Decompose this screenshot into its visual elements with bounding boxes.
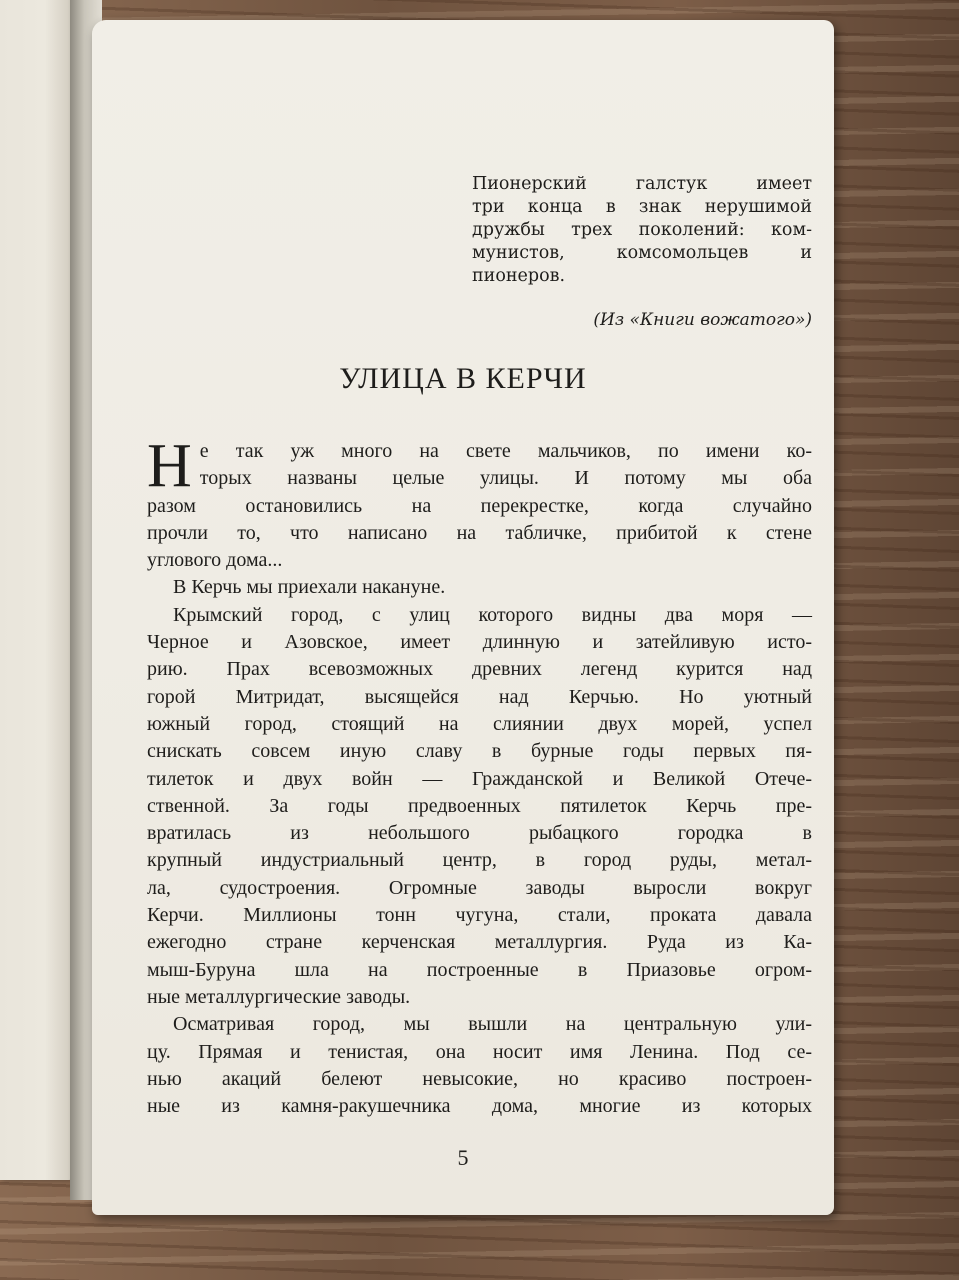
text-line: ные металлургические заводы. <box>147 985 411 1008</box>
paragraph-4 <box>147 1011 812 1120</box>
text-line: мыш-Буруна шла на построенные в Приазовье огром- <box>147 958 812 981</box>
paragraph-1 <box>147 432 812 574</box>
epigraph <box>472 173 812 288</box>
text-line: тилеток и двух войн — Гражданской и Великой Отече- <box>147 767 812 790</box>
drop-cap: Н <box>147 432 192 500</box>
text-line: ные из камня-ракушечника дома, многие из которых <box>147 1095 812 1118</box>
text-line: цу. Прямая и тенистая, она носит имя Ленина. Под се- <box>147 1040 812 1063</box>
epigraph-line: Пионерский галстук имеет <box>472 174 812 194</box>
book-page <box>92 20 834 1215</box>
text-line: торых названы целые улицы. И потому мы оба <box>199 467 812 490</box>
text-line: разом остановились на перекрестке, когда случайно <box>147 494 812 517</box>
left-page-edge <box>0 0 75 1180</box>
epigraph-line: дружбы трех поколений: ком- <box>472 220 812 240</box>
text-line: Черное и Азовское, имеет длинную и затейливую исто- <box>147 631 812 654</box>
text-line: е так уж много на свете мальчиков, по имени ко- <box>199 440 812 462</box>
paragraph-3 <box>147 602 812 1011</box>
text-line: ежегодно стране керченская металлургия. Руда из Ка- <box>147 931 812 954</box>
text-line: В Керчь мы приехали накануне. <box>173 576 446 599</box>
page-number: 5 <box>457 1145 469 1170</box>
text-line: Керчи. Миллионы тонн чугуна, стали, проката давала <box>147 904 812 927</box>
text-line: рию. Прах всевозможных древних легенд курится над <box>147 658 812 681</box>
body-text <box>147 432 812 1120</box>
epigraph-line: мунистов, комсомольцев и <box>472 243 812 263</box>
text-line: углового дома... <box>147 549 283 572</box>
paragraph-2 <box>147 574 812 601</box>
text-line: снискать совсем иную славу в бурные годы первых пя- <box>147 740 812 763</box>
epigraph-line: три конца в знак нерушимой <box>472 197 812 217</box>
text-line: вратилась из небольшого рыбацкого городка в <box>147 822 812 845</box>
text-line: прочли то, что написано на табличке, прибитой к стене <box>147 521 812 544</box>
text-line: Осматривая город, мы вышли на центральную ули- <box>173 1013 812 1036</box>
text-line: ственной. За годы предвоенных пятилеток Керчь пре- <box>147 794 812 817</box>
epigraph-source: (Из «Книги вожатого») <box>593 310 812 330</box>
text-line: Крымский город, с улиц которого видны два моря — <box>173 603 812 626</box>
text-line: крупный индустриальный центр, в город руды, метал- <box>147 849 812 872</box>
epigraph-line: пионеров. <box>472 266 566 286</box>
chapter-title: УЛИЦА В КЕРЧИ <box>339 362 587 395</box>
text-line: нью акаций белеют невысокие, но красиво построен- <box>147 1067 812 1090</box>
text-line: горой Митридат, высящейся над Керчью. Но уютный <box>147 685 812 708</box>
epigraph-text <box>472 173 812 288</box>
text-line: ла, судостроения. Огромные заводы выросли вокруг <box>147 876 812 899</box>
text-line: южный город, стоящий на слиянии двух морей, успел <box>147 712 812 735</box>
